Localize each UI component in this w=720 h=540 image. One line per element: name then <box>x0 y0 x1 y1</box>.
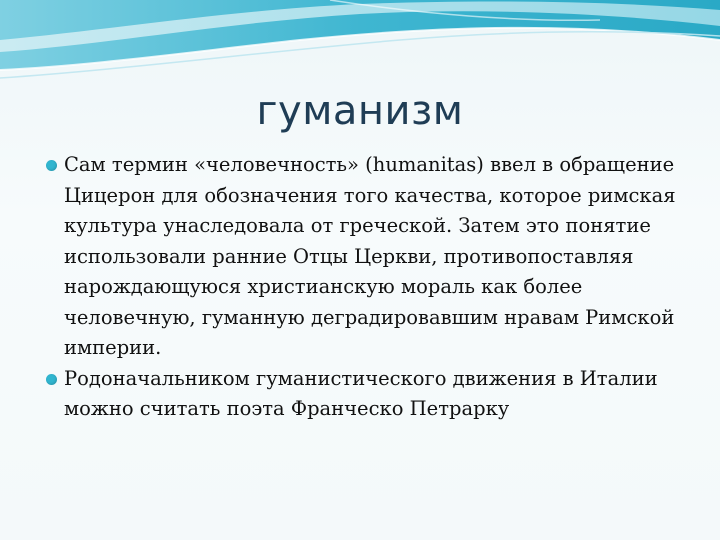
bullet-text: Сам термин «человечность» (humanitas) ввел в обращение Цицерон для обозначения того качества, которое римская культура унаследовала от греческой. Затем это понятие использовали ранние Отцы Церкви, противопоставляя нарождающуюся христианскую мораль как более человечную, гуманную деградировавшим нравам Римской империи. <box>64 153 676 359</box>
bullet-list <box>46 150 686 425</box>
circle-bullet-icon <box>46 374 57 385</box>
bullet-text: Родоначальником гуманистического движения в Италии можно считать поэта Франческо Петрарку <box>64 366 658 420</box>
circle-bullet-icon <box>46 160 57 171</box>
list-item <box>46 364 686 425</box>
slide-title: гуманизм <box>256 88 464 134</box>
list-item <box>46 150 686 364</box>
header-wave-decoration <box>0 0 720 90</box>
